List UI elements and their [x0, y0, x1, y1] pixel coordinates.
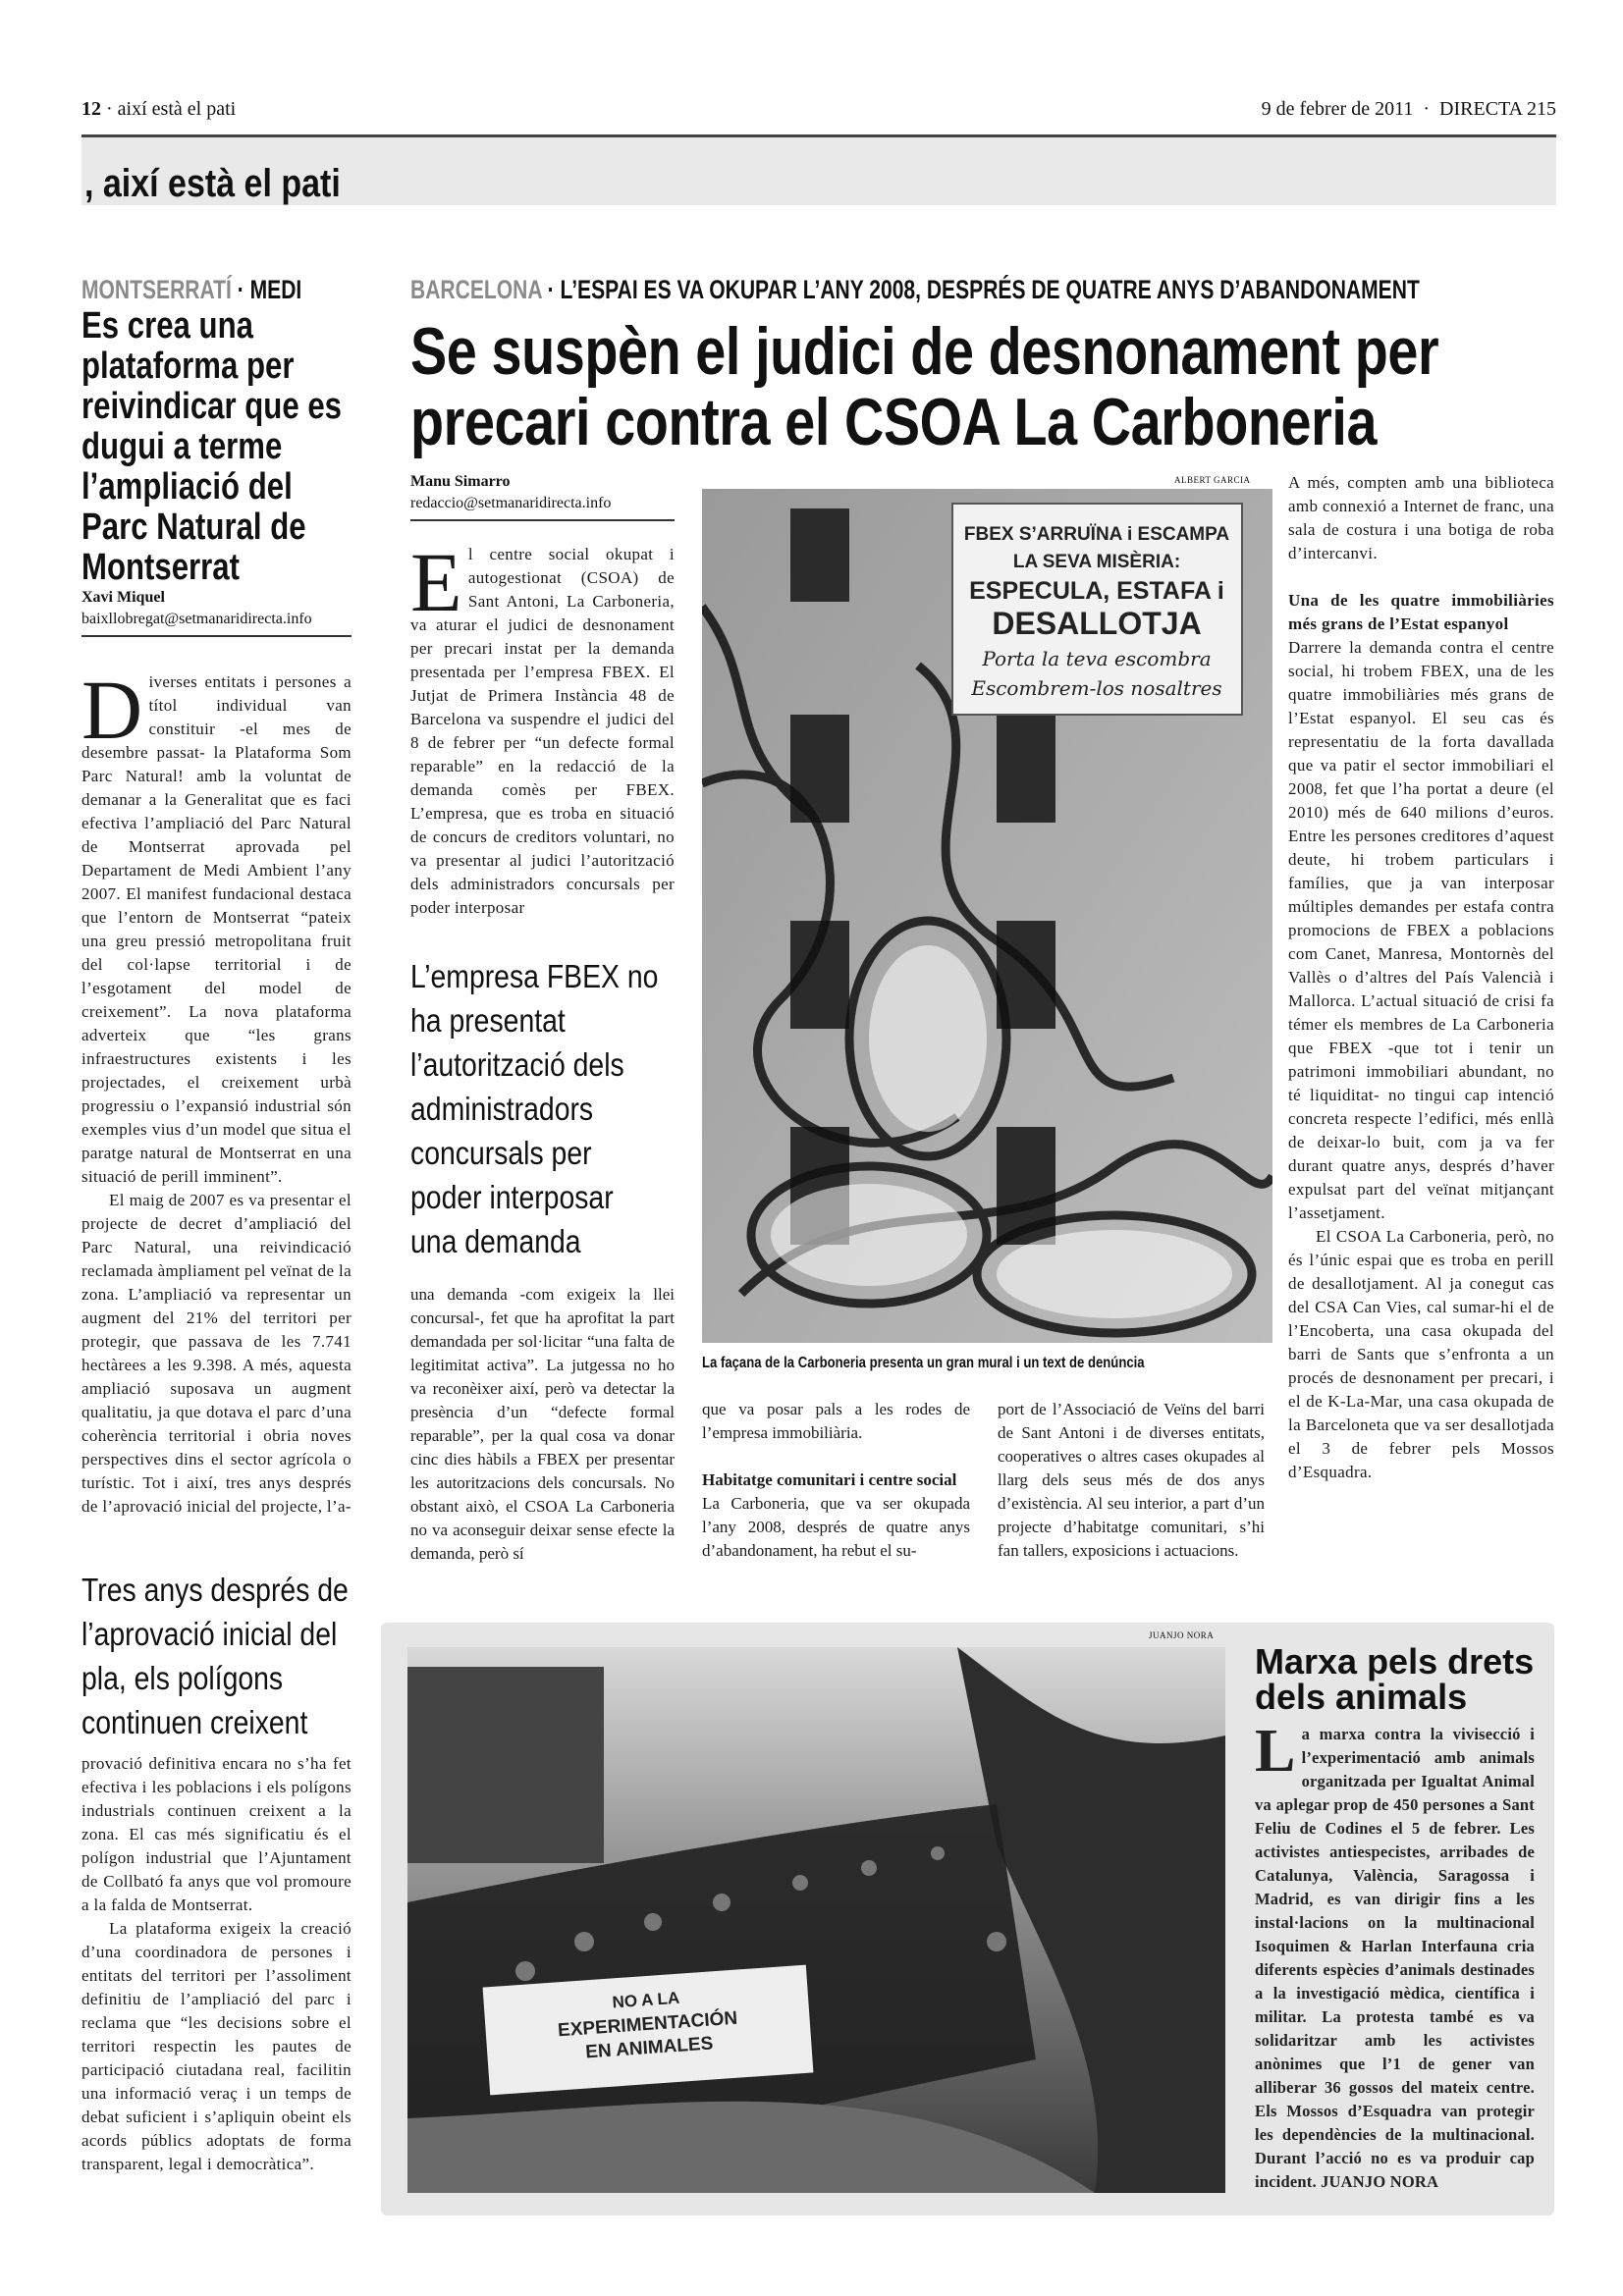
main-col1-top: [410, 535, 675, 920]
main-byline: [410, 471, 675, 521]
section-title: , així està el pati: [84, 162, 341, 205]
page-number: 12: [81, 98, 101, 120]
paragraph: El CSOA La Carboneria, però, no és l’únic espai que es troba en perill de desallotjament. Al ja conegut cas del CSA Can Vies, cal sumar-hi el de l’Encoberta, una casa okupada del barri de Sants que s’enfronta a un procés de desnonament per precari, i el de K-La-Mar, una casa okupada de la Barceloneta que va ser desallotjada el 3 de febrer pels Mossos d’Esquadra.: [1288, 1227, 1554, 1481]
paragraph: A més, compten amb una biblioteca amb connexió a Internet de franc, una sala de costura i una botiga de roba d’intercanvi.: [1288, 473, 1554, 562]
subhead: Una de les quatre immobiliàries més grans de l’Estat espanyol: [1288, 591, 1554, 633]
sign-line: LA SEVA MISÈRIA:: [1012, 552, 1181, 572]
running-header-left: [81, 98, 236, 121]
issue-date: 9 de febrer de 2011: [1261, 98, 1414, 120]
running-header-right: [1262, 98, 1556, 121]
sign-line: FBEX S’ARRUÏNA i ESCAMPA: [963, 524, 1230, 545]
header-separator: ·: [1423, 98, 1431, 120]
march-photo: [407, 1647, 1225, 2193]
protest-sign: [952, 504, 1242, 715]
sidebar-body: [1255, 1718, 1535, 2194]
kicker-place: BARCELONA: [410, 275, 542, 304]
banner-line: EN ANIMALES: [584, 2033, 714, 2063]
author-name: Manu Simarro: [410, 473, 511, 490]
paragraph: El maig de 2007 es va presentar el projecte de decret d’ampliació del Parc Natural, una reivindicació reclamada àmpliament pel veïnat de la zona. L’ampliació va representar un augment del 21% del territori per protegir, que passava de les 7.741 hectàrees a les 9.398. A més, aquesta ampliació suposava un augment qualitatiu, ja que dotava el parc d’una coherència territorial i obria noves perspectives dins el sector agrícola o turístic. Tot i així, tres anys després de l’aprovació inicial del projecte, l’a-: [81, 1191, 352, 1516]
drop-cap: E: [410, 535, 462, 629]
main-col2: [702, 1398, 970, 1563]
paragraph: una demanda -com exigeix la llei concursal-, fet que ha aprofitat la part demandada per sol·licitar “una falta de legitimitat activa”. La jutgessa no ho va reconèixer així, però va detectar la presència d’un “defecte formal reparable”, per la qual cosa va donar cinc dies hàbils a FBEX per presentar les autoritzacions dels concursals. No obstant això, el CSOA La Carboneria no va aconseguir deixar sense efecte la demanda, però sí: [410, 1285, 675, 1563]
byline-rule: [81, 635, 352, 637]
carboneria-photo: [702, 489, 1272, 1343]
photo-caption: La façana de la Carboneria presenta un gran mural i un text de denúncia: [702, 1355, 1145, 1371]
facade-mural-image: [702, 489, 1272, 1343]
paragraph: Darrere la demanda contra el centre social, hi trobem FBEX, una de les quatre immobiliàries més grans de l’Estat espanyol. El seu cas és representatiu de la forta davallada que va patir el sector immobiliari el 2008, fet que l’ha portat a deure (el 2010) més de 640 milions d’euros. Entre les persones creditores d’aquest deute, hi trobem particulars i famílies, que ja van interposar múltiples demandes per estafa contra promocions de FBEX a poblacions com Canet, Manresa, Montornès del Vallès o d’altres del País Valencià i Mallorca. L’actual situació de crisi fa témer els membres de La Carboneria que FBEX -que tot i tenir un patrimoni immobiliari abundant, no té liquiditat- no tingui cap intenció concreta respecte l’edifici, més enllà de deixar-lo buit, com ja va fer durant quatre anys, després d’haver expulsat part del veïnat mitjançant l’assetjament.: [1288, 638, 1554, 1222]
photo-credit: ALBERT GARCIA: [1174, 475, 1251, 485]
main-col4: [1288, 471, 1554, 1484]
main-headline: Se suspèn el judici de desnonament per precari contra el CSOA La Carboneria: [410, 314, 1439, 459]
sign-line: ESPECULA, ESTAFA i: [969, 577, 1224, 605]
paragraph: a marxa contra la vivisecció i l’experimentació amb animals organitzada per Igualtat Animal va aplegar prop de 450 persones a Sant Feliu de Codines el 5 de febrer. Les activistes antiespecistes, arribades de Catalunya, València, Saragossa i Madrid, es van dirigir fins a les instal·lacions on la multinacional Isoquimen & Harlan Interfauna cria diferents espècies d’animals destinades a la investigació mèdica, científica i militar. La protesta també es va solidaritzar amb les activistes anònimes que l’1 de gener van alliberar 36 gossos del mateix centre. Els Mossos d’Esquadra van protegir les dependències de la multinacional. Durant l’acció no es va produir cap incident.: [1255, 1725, 1535, 2191]
march-image: [407, 1647, 1225, 2193]
kicker-topic: · L’ESPAI ES VA OKUPAR L’ANY 2008, DESPRÉS DE QUATRE ANYS D’ABANDONAMENT: [547, 275, 1420, 304]
left-headline: Es crea una plataforma per reivindicar que es dugui a terme l’ampliació del Parc Natural de Montserrat: [81, 305, 342, 588]
paragraph: que va posar pals a les rodes de l’empresa immobiliària.: [702, 1400, 970, 1442]
sign-line: Escombrem-los nosaltres: [971, 676, 1222, 700]
author-email[interactable]: redaccio@setmanaridirecta.info: [410, 495, 612, 511]
header-section: així està el pati: [117, 98, 237, 120]
paragraph: iverses entitats i persones a títol individual van constituir -el mes de desembre passat- la Plataforma Som Parc Natural! amb la voluntat de demanar a la Generalitat que es faci efectiva l’ampliació del Parc Natural de Montserrat aprovada pel Departament de Medi Ambient l’any 2007. El manifest fundacional destaca que l’entorn de Montserrat “pateix una greu pressió metropolitana fruit del col·lapse territorial i de l’esgotament del model de creixement”. La nova plataforma adverteix que “les grans infraestructures existents i les projectades, el creixement urbà progressiu o l’expansió industrial són exemples vius d’un model que situa el paratge natural de Montserrat en una situació de perill imminent”.: [81, 672, 352, 1186]
main-col3: [998, 1398, 1265, 1563]
left-kicker: [81, 275, 301, 305]
main-col1-bottom: [410, 1283, 675, 1566]
paragraph: La Carboneria, que va ser okupada l’any 2008, després de quatre anys d’abandonament, ha rebut el su-: [702, 1494, 970, 1560]
left-body-bottom: [81, 1752, 352, 2176]
sign-line: Porta la teva escombra: [982, 647, 1212, 670]
kicker-place: MONTSERRATÍ: [81, 275, 232, 304]
sign-line: DESALLOTJA: [992, 606, 1202, 641]
sidebar-title: Marxa pels drets dels animals: [1255, 1641, 1535, 1717]
author-email[interactable]: baixllobregat@setmanaridirecta.info: [81, 611, 312, 627]
publication-issue: DIRECTA 215: [1439, 98, 1556, 120]
left-pull-quote: Tres anys després de l’aprovació inicial del pla, els polígons continuen creixent: [81, 1572, 349, 1740]
left-byline: [81, 587, 352, 637]
left-body-top: [81, 663, 352, 1519]
drop-cap: D: [81, 663, 143, 757]
kicker-topic: · MEDI: [237, 275, 302, 304]
banner-line: EXPERIMENTACIÓN: [557, 2007, 738, 2042]
main-pull-quote: L’empresa FBEX no ha presentat l’autorització dels administradors concursals per poder interposar una demanda: [410, 958, 659, 1259]
paragraph: provació definitiva encara no s’ha fet efectiva i les poblacions i els polígons industrials continuen creixent a la zona. El cas més significatiu és el polígon industrial que l’Ajuntament de Collbató fa anys que vol promoure a la falda de Montserrat.: [81, 1754, 352, 1914]
photo-credit: JUANJO NORA: [1149, 1630, 1215, 1640]
paragraph: l centre social okupat i autogestionat (CSOA) de Sant Antoni, La Carboneria, va aturar el judici de desnonament per precari instat per la demanda presentada per l’empresa FBEX. El Jutjat de Primera Instància 48 de Barcelona va suspendre el judici del 8 de febrer per “un defecte formal reparable” en la redacció de la demanda comès per FBEX. L’empresa, que es troba en situació de concurs de creditors voluntari, no va presentar al judici l’autorització dels administradors concursals per poder interposar: [410, 545, 675, 917]
protest-banner: [483, 1965, 814, 2096]
drop-cap: L: [1255, 1718, 1296, 1785]
header-separator: ·: [106, 98, 113, 120]
main-kicker: [410, 275, 1420, 305]
subhead: Habitatge comunitari i centre social: [702, 1470, 957, 1489]
author-name: Xavi Miquel: [81, 589, 165, 606]
paragraph: La plataforma exigeix la creació d’una coordinadora de persones i entitats del territori per l’assoliment definitiu de l’ampliació del parc i reclama que “les decisions sobre el territori respectin les pautes de participació ciutadana real, facilitin una informació veraç i un temps de debat suficient i s’apliquin obeint els acords públics adoptats de forma transparent, legal i democràtica”.: [81, 1919, 352, 2173]
paragraph: port de l’Associació de Veïns del barri de Sant Antoni i de diverses entitats, cooperatives o altres cases okupades al llarg dels seus més de dos anys d’existència. Al seu interior, a part d’un projecte d’habitatge comunitari, s’hi fan tallers, exposicions i actuacions.: [998, 1400, 1265, 1560]
byline-rule: [410, 519, 675, 521]
signature: JUANJO NORA: [1321, 2172, 1439, 2191]
banner-line: NO A LA: [611, 1988, 680, 2012]
